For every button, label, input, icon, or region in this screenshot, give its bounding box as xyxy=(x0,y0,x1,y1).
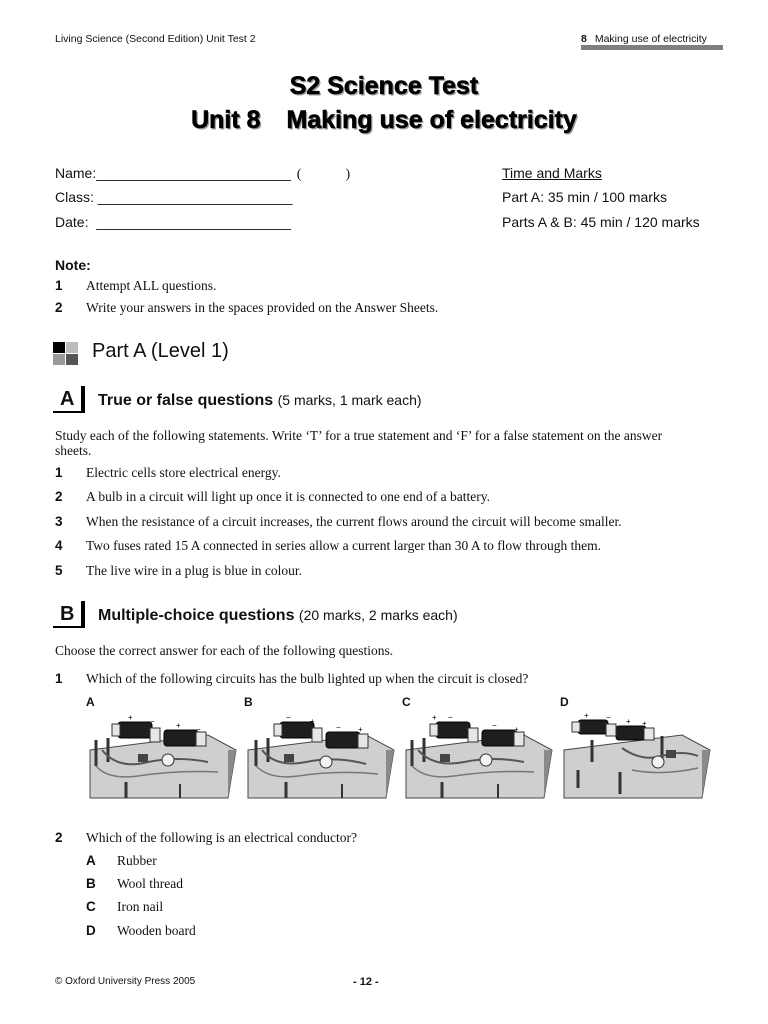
section-b-bar xyxy=(81,601,85,627)
note-number: 1 xyxy=(55,278,63,293)
page-title: S2 Science Test xyxy=(289,72,479,100)
option-text: Wool thread xyxy=(117,876,184,891)
name-blank[interactable]: _________________________ xyxy=(96,165,291,181)
svg-text:+: + xyxy=(358,725,363,734)
name-field[interactable] xyxy=(55,165,350,183)
svg-text:+: + xyxy=(642,719,647,728)
svg-text:+: + xyxy=(514,725,519,734)
section-b-underline xyxy=(53,626,85,628)
option-text: Rubber xyxy=(117,853,157,868)
question-text: Two fuses rated 15 A connected in series allow a current larger than 30 A to flow through them. xyxy=(86,538,602,553)
subtitle-unit: Unit 8 xyxy=(191,106,261,134)
class-number-open: ( xyxy=(296,167,302,182)
svg-text:+: + xyxy=(584,711,589,720)
date-label: Date: xyxy=(55,214,89,230)
class-blank[interactable]: _________________________ xyxy=(97,189,293,205)
option-letter: D xyxy=(86,923,96,938)
question-number: 3 xyxy=(55,514,63,529)
svg-text:−: − xyxy=(492,721,497,730)
section-b-letter: B xyxy=(60,603,75,625)
circuit-image-a xyxy=(88,710,238,800)
question-number: 2 xyxy=(55,489,63,504)
class-number-close: ) xyxy=(345,167,351,182)
footer-page-number: - 12 - xyxy=(353,976,379,988)
circuit-image-c xyxy=(404,710,554,800)
question-number: 5 xyxy=(55,563,63,578)
option-letter: B xyxy=(86,876,96,891)
note-text: Write your answers in the spaces provided on the Answer Sheets. xyxy=(86,300,439,315)
section-b-heading xyxy=(98,607,458,625)
option-text: Iron nail xyxy=(117,899,164,914)
part-squares-icon xyxy=(53,342,79,366)
header-book-title: Living Science (Second Edition) Unit Test 2 xyxy=(55,33,256,45)
section-a-letter: A xyxy=(60,388,75,410)
circuit-option-label: C xyxy=(402,695,411,709)
svg-text:+: + xyxy=(176,721,181,730)
svg-text:+: + xyxy=(128,713,133,722)
question-text: The live wire in a plug is blue in colour. xyxy=(86,563,302,578)
option-letter: A xyxy=(86,853,96,868)
part-a-title: Part A (Level 1) xyxy=(92,340,229,362)
header-unit xyxy=(581,33,707,45)
header-unit-number: 8 xyxy=(581,33,587,45)
section-a-instructions-cont: sheets. xyxy=(55,443,92,458)
svg-text:−: − xyxy=(286,713,291,722)
section-b-instructions: Choose the correct answer for each of the following questions. xyxy=(55,643,394,658)
question-number: 4 xyxy=(55,538,63,553)
time-marks-part-a: Part A: 35 min / 100 marks xyxy=(502,189,667,205)
svg-text:−: − xyxy=(448,713,453,722)
option-text: Wooden board xyxy=(117,923,196,938)
section-a-marks: (5 marks, 1 mark each) xyxy=(277,392,422,408)
date-blank[interactable]: _________________________ xyxy=(96,214,291,230)
section-b-title: Multiple-choice questions xyxy=(98,607,295,624)
class-field[interactable] xyxy=(55,189,292,205)
svg-text:−: − xyxy=(196,725,201,734)
section-a-underline xyxy=(53,411,85,413)
svg-text:+: + xyxy=(626,717,631,726)
name-label: Name: xyxy=(55,165,97,181)
class-label: Class: xyxy=(55,189,94,205)
section-a-instructions: Study each of the following statements. Write ‘T’ for a true statement and ‘F’ for a false statement on the answer xyxy=(55,428,663,443)
circuit-option-label: D xyxy=(560,695,569,709)
question-number: 2 xyxy=(55,830,63,845)
option-letter: C xyxy=(86,899,96,914)
question-text: When the resistance of a circuit increases, the current flows around the circuit will become smaller. xyxy=(86,514,622,529)
header-unit-name: Making use of electricity xyxy=(594,33,707,45)
svg-text:+: + xyxy=(432,713,437,722)
time-marks-heading: Time and Marks xyxy=(502,165,602,181)
circuit-image-b xyxy=(246,710,396,800)
svg-text:+: + xyxy=(310,717,315,726)
svg-text:−: − xyxy=(336,723,341,732)
question-text: Which of the following circuits has the bulb lighted up when the circuit is closed? xyxy=(86,671,529,686)
section-b-marks: (20 marks, 2 marks each) xyxy=(298,607,458,623)
circuit-image-d xyxy=(562,710,712,800)
date-field[interactable] xyxy=(55,214,291,230)
footer-copyright: © Oxford University Press 2005 xyxy=(55,976,196,987)
section-a-bar xyxy=(81,386,85,412)
question-text: A bulb in a circuit will light up once it is connected to one end of a battery. xyxy=(86,489,491,504)
svg-text:−: − xyxy=(606,713,611,722)
subtitle-name: Making use of electricity xyxy=(286,106,577,134)
page-subtitle xyxy=(0,106,768,135)
header-rule xyxy=(581,45,723,50)
circuit-option-label: A xyxy=(86,695,95,709)
question-text: Which of the following is an electrical conductor? xyxy=(86,830,358,845)
note-number: 2 xyxy=(55,300,63,315)
time-marks-parts-ab: Parts A & B: 45 min / 120 marks xyxy=(502,214,700,230)
circuit-option-label: B xyxy=(244,695,253,709)
svg-text:−: − xyxy=(150,717,155,726)
note-heading: Note: xyxy=(55,257,91,273)
question-text: Electric cells store electrical energy. xyxy=(86,465,281,480)
section-a-title: True or false questions xyxy=(98,392,274,409)
question-number: 1 xyxy=(55,465,63,480)
section-a-heading xyxy=(98,392,422,410)
note-text: Attempt ALL questions. xyxy=(86,278,217,293)
question-number: 1 xyxy=(55,671,63,686)
